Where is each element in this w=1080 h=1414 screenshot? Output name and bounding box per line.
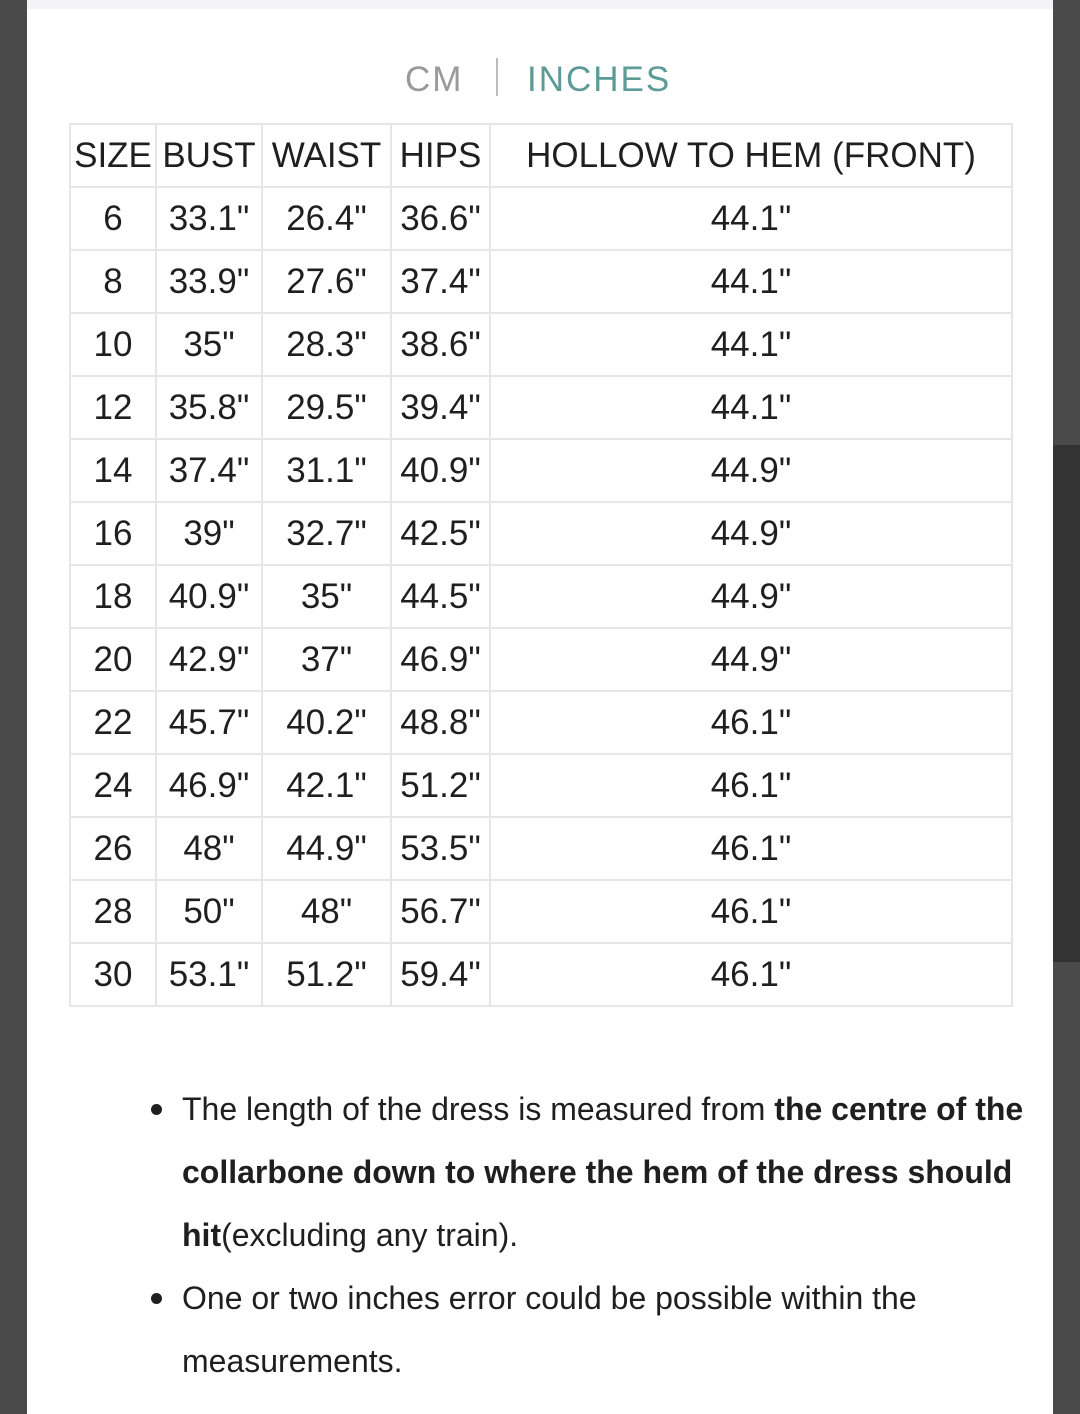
table-row bbox=[70, 565, 1012, 628]
cell-hips: 36.6" bbox=[391, 187, 490, 250]
cell-size: 22 bbox=[70, 691, 156, 754]
table-row bbox=[70, 313, 1012, 376]
table-body bbox=[70, 187, 1012, 1006]
list-item bbox=[145, 1267, 1025, 1393]
note-text: (excluding any train). bbox=[221, 1217, 519, 1253]
cell-bust: 45.7" bbox=[156, 691, 262, 754]
cell-size: 12 bbox=[70, 376, 156, 439]
cell-hips: 48.8" bbox=[391, 691, 490, 754]
cell-hips: 53.5" bbox=[391, 817, 490, 880]
cell-bust: 35.8" bbox=[156, 376, 262, 439]
cell-bust: 46.9" bbox=[156, 754, 262, 817]
table-row bbox=[70, 439, 1012, 502]
table-row bbox=[70, 250, 1012, 313]
cell-hollow-to-hem: 46.1" bbox=[490, 817, 1012, 880]
table-row bbox=[70, 691, 1012, 754]
cell-hollow-to-hem: 44.1" bbox=[490, 376, 1012, 439]
note-emphasis: the centre of the collarbone down to where the hem of the dress should hit bbox=[182, 1091, 1024, 1253]
bullet-icon bbox=[151, 1104, 162, 1115]
scrollbar-thumb[interactable] bbox=[1053, 445, 1080, 962]
cell-bust: 53.1" bbox=[156, 943, 262, 1006]
cell-waist: 27.6" bbox=[262, 250, 391, 313]
column-header-size: SIZE bbox=[70, 124, 156, 187]
cell-bust: 39" bbox=[156, 502, 262, 565]
cell-hips: 40.9" bbox=[391, 439, 490, 502]
unit-cm-option[interactable]: CM bbox=[405, 60, 464, 99]
unit-toggle bbox=[0, 52, 1080, 108]
note-text: The length of the dress is measured from bbox=[182, 1091, 775, 1127]
cell-hips: 38.6" bbox=[391, 313, 490, 376]
cell-waist: 48" bbox=[262, 880, 391, 943]
cell-size: 6 bbox=[70, 187, 156, 250]
cell-hollow-to-hem: 46.1" bbox=[490, 691, 1012, 754]
cell-hollow-to-hem: 44.9" bbox=[490, 628, 1012, 691]
cell-hips: 37.4" bbox=[391, 250, 490, 313]
cell-waist: 31.1" bbox=[262, 439, 391, 502]
cell-size: 10 bbox=[70, 313, 156, 376]
cell-size: 26 bbox=[70, 817, 156, 880]
cell-waist: 35" bbox=[262, 565, 391, 628]
cell-hollow-to-hem: 44.9" bbox=[490, 565, 1012, 628]
cell-hollow-to-hem: 46.1" bbox=[490, 943, 1012, 1006]
cell-size: 24 bbox=[70, 754, 156, 817]
cell-size: 16 bbox=[70, 502, 156, 565]
table-row bbox=[70, 943, 1012, 1006]
cell-waist: 32.7" bbox=[262, 502, 391, 565]
cell-hollow-to-hem: 44.1" bbox=[490, 250, 1012, 313]
cell-waist: 42.1" bbox=[262, 754, 391, 817]
table-row bbox=[70, 754, 1012, 817]
bullet-icon bbox=[151, 1293, 162, 1304]
cell-size: 14 bbox=[70, 439, 156, 502]
column-header-bust: BUST bbox=[156, 124, 262, 187]
list-item bbox=[145, 1078, 1025, 1267]
cell-hips: 59.4" bbox=[391, 943, 490, 1006]
unit-divider bbox=[496, 58, 498, 96]
cell-waist: 40.2" bbox=[262, 691, 391, 754]
cell-size: 18 bbox=[70, 565, 156, 628]
notes-list bbox=[145, 1078, 1025, 1393]
cell-hollow-to-hem: 44.1" bbox=[490, 313, 1012, 376]
cell-waist: 51.2" bbox=[262, 943, 391, 1006]
cell-hollow-to-hem: 44.9" bbox=[490, 439, 1012, 502]
cell-waist: 28.3" bbox=[262, 313, 391, 376]
table-row bbox=[70, 376, 1012, 439]
note-text: One or two inches error could be possible within the measurements. bbox=[182, 1280, 917, 1379]
table-header-row bbox=[70, 124, 1012, 187]
cell-bust: 40.9" bbox=[156, 565, 262, 628]
cell-bust: 33.9" bbox=[156, 250, 262, 313]
cell-size: 28 bbox=[70, 880, 156, 943]
cell-size: 20 bbox=[70, 628, 156, 691]
size-chart-table bbox=[69, 123, 1013, 1007]
cell-hollow-to-hem: 44.9" bbox=[490, 502, 1012, 565]
cell-waist: 44.9" bbox=[262, 817, 391, 880]
cell-hollow-to-hem: 44.1" bbox=[490, 187, 1012, 250]
cell-hollow-to-hem: 46.1" bbox=[490, 754, 1012, 817]
cell-waist: 26.4" bbox=[262, 187, 391, 250]
table-row bbox=[70, 817, 1012, 880]
cell-bust: 37.4" bbox=[156, 439, 262, 502]
cell-bust: 50" bbox=[156, 880, 262, 943]
cell-hips: 39.4" bbox=[391, 376, 490, 439]
cell-hips: 42.5" bbox=[391, 502, 490, 565]
cell-bust: 33.1" bbox=[156, 187, 262, 250]
top-strip bbox=[27, 0, 1053, 9]
cell-waist: 37" bbox=[262, 628, 391, 691]
table-row bbox=[70, 502, 1012, 565]
cell-bust: 42.9" bbox=[156, 628, 262, 691]
cell-hips: 51.2" bbox=[391, 754, 490, 817]
cell-bust: 35" bbox=[156, 313, 262, 376]
cell-size: 30 bbox=[70, 943, 156, 1006]
column-header-waist: WAIST bbox=[262, 124, 391, 187]
cell-bust: 48" bbox=[156, 817, 262, 880]
column-header-hips: HIPS bbox=[391, 124, 490, 187]
table-row bbox=[70, 628, 1012, 691]
cell-waist: 29.5" bbox=[262, 376, 391, 439]
table-row bbox=[70, 187, 1012, 250]
cell-size: 8 bbox=[70, 250, 156, 313]
cell-hollow-to-hem: 46.1" bbox=[490, 880, 1012, 943]
column-header-hollow-to-hem: HOLLOW TO HEM (FRONT) bbox=[490, 124, 1012, 187]
cell-hips: 46.9" bbox=[391, 628, 490, 691]
cell-hips: 44.5" bbox=[391, 565, 490, 628]
unit-inches-option[interactable]: INCHES bbox=[527, 60, 672, 99]
table-row bbox=[70, 880, 1012, 943]
cell-hips: 56.7" bbox=[391, 880, 490, 943]
